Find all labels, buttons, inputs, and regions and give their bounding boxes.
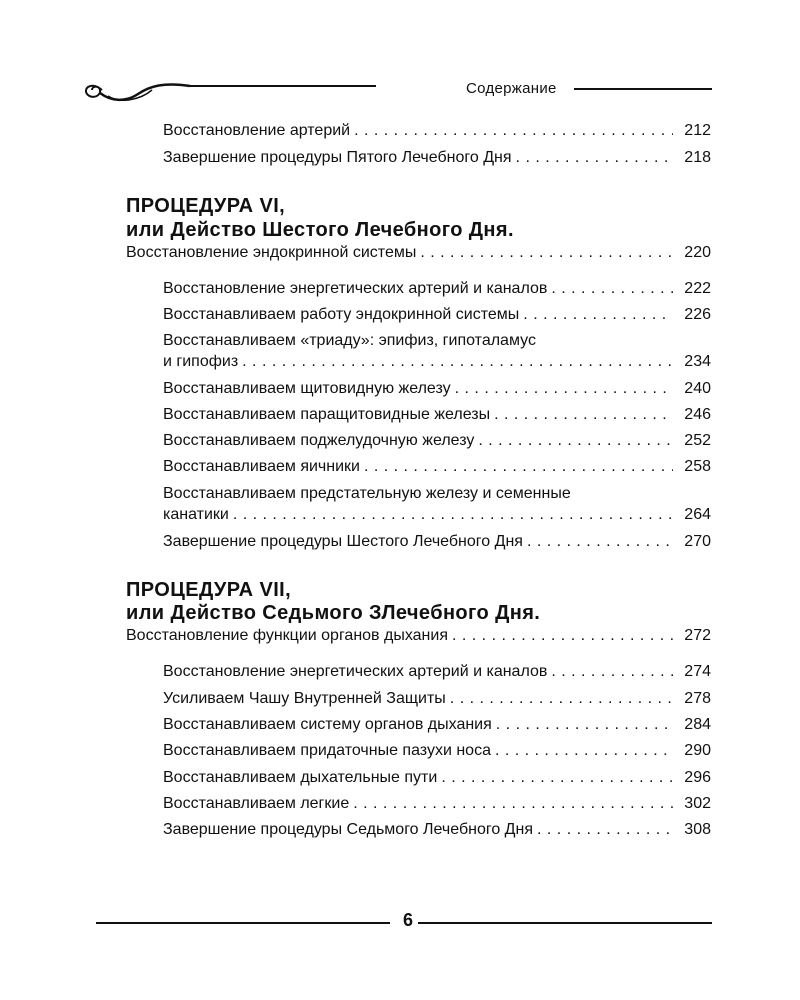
toc-entry-page: 220 — [684, 244, 711, 261]
toc-entry-label-line1: Восстанавливаем предстательную железу и семенные — [163, 485, 571, 502]
procedure-heading: ПРОЦЕДУРА VII, — [126, 579, 292, 601]
toc-entry-page: 290 — [684, 742, 711, 759]
toc-entry-page: 222 — [684, 280, 711, 297]
toc-entry-page: 272 — [684, 627, 711, 644]
leader-dots — [478, 430, 673, 452]
leader-dots — [353, 793, 673, 815]
toc-entry-page: 226 — [684, 306, 711, 323]
leader-dots — [523, 304, 673, 326]
toc-entry-page: 258 — [684, 458, 711, 475]
toc-entry-label-line1: Восстанавливаем «триаду»: эпифиз, гипоталамус — [163, 332, 536, 349]
toc-entry-page: 302 — [684, 795, 711, 812]
toc-entry — [163, 147, 711, 169]
toc-entry — [163, 819, 711, 841]
toc-entry-label: Восстановление эндокринной системы — [126, 244, 417, 261]
toc-entry-label: Восстановление функции органов дыхания — [126, 627, 448, 644]
leader-dots — [494, 404, 673, 426]
toc-entry-label: Восстанавливаем щитовидную железу — [163, 380, 451, 397]
running-header — [80, 76, 712, 104]
toc-entry-label: канатики — [163, 506, 229, 523]
toc-entry — [163, 404, 711, 426]
toc-entry-label: Восстанавливаем яичники — [163, 458, 360, 475]
leader-dots — [495, 740, 673, 762]
toc-entry-label: Усиливаем Чашу Внутренней Защиты — [163, 690, 446, 707]
toc-entry-page: 240 — [684, 380, 711, 397]
toc-entry — [163, 661, 711, 683]
toc-entry-label: Восстанавливаем паращитовидные железы — [163, 406, 491, 423]
toc-entry — [163, 278, 711, 300]
toc-entry-label: и гипофиз — [163, 353, 239, 370]
leader-dots — [496, 714, 673, 736]
toc-entry — [163, 714, 711, 736]
toc-entry-page: 278 — [684, 690, 711, 707]
toc-entry-label: Восстанавливаем поджелудочную железу — [163, 432, 475, 449]
leader-dots — [452, 625, 673, 647]
section-entry — [126, 625, 711, 647]
page-number: 6 — [402, 910, 413, 930]
procedure-heading-subtitle: или Действо Седьмого ЗЛечебного Дня. — [126, 602, 541, 624]
toc-entry — [163, 688, 711, 710]
flourish-ornament-icon — [80, 76, 380, 104]
toc-entry — [163, 378, 711, 400]
toc-entry-label: Восстановление артерий — [163, 122, 351, 139]
toc-entry — [163, 430, 711, 452]
leader-dots — [441, 767, 673, 789]
header-rule — [574, 88, 712, 90]
procedure-heading: ПРОЦЕДУРА VI, — [126, 195, 286, 217]
toc-entry — [163, 120, 711, 142]
leader-dots — [450, 688, 673, 710]
toc-entry-label: Восстанавливаем систему органов дыхания — [163, 716, 492, 733]
leader-dots — [551, 661, 673, 683]
toc-entry-page: 296 — [684, 769, 711, 786]
footer-rule-right — [418, 922, 712, 924]
toc-entry-page: 212 — [684, 122, 711, 139]
leader-dots — [551, 278, 673, 300]
procedure-heading-subtitle: или Действо Шестого Лечебного Дня. — [126, 219, 514, 241]
leader-dots — [420, 242, 673, 264]
toc-entry-label: Восстанавливаем работу эндокринной системы — [163, 306, 520, 323]
toc-entry-label: Восстанавливаем дыхательные пути — [163, 769, 438, 786]
leader-dots — [242, 351, 673, 373]
toc-entry-page: 308 — [684, 821, 711, 838]
toc-entry — [163, 504, 711, 526]
footer-rule-left — [96, 922, 390, 924]
toc-entry — [163, 767, 711, 789]
page-footer — [96, 910, 712, 936]
toc-entry — [163, 304, 711, 326]
leader-dots — [233, 504, 673, 526]
toc-entry-label: Восстановление энергетических артерий и каналов — [163, 280, 548, 297]
leader-dots — [537, 819, 673, 841]
section-entry — [126, 242, 711, 264]
toc-entry-page: 284 — [684, 716, 711, 733]
toc-entry-label: Завершение процедуры Пятого Лечебного Дня — [163, 149, 512, 166]
toc-entry — [163, 531, 711, 553]
toc-entry-page: 252 — [684, 432, 711, 449]
toc-entry-label: Восстанавливаем придаточные пазухи носа — [163, 742, 491, 759]
toc-entry — [163, 351, 711, 373]
toc-entry — [163, 740, 711, 762]
toc-entry-page: 218 — [684, 149, 711, 166]
toc-entry-label: Восстанавливаем легкие — [163, 795, 350, 812]
toc-entry-label: Завершение процедуры Шестого Лечебного Дня — [163, 533, 523, 550]
header-title: Содержание — [466, 80, 557, 97]
leader-dots — [364, 456, 673, 478]
leader-dots — [527, 531, 673, 553]
leader-dots — [354, 120, 673, 142]
toc-entry-page: 246 — [684, 406, 711, 423]
toc-entry-label: Восстановление энергетических артерий и каналов — [163, 663, 548, 680]
leader-dots — [516, 147, 673, 169]
toc-entry — [163, 793, 711, 815]
leader-dots — [455, 378, 673, 400]
toc-entry-page: 270 — [684, 533, 711, 550]
toc-entry-label: Завершение процедуры Седьмого Лечебного Дня — [163, 821, 534, 838]
toc-entry-page: 274 — [684, 663, 711, 680]
toc-entry-page: 234 — [684, 353, 711, 370]
toc-entry-page: 264 — [684, 506, 711, 523]
toc-entry — [163, 456, 711, 478]
